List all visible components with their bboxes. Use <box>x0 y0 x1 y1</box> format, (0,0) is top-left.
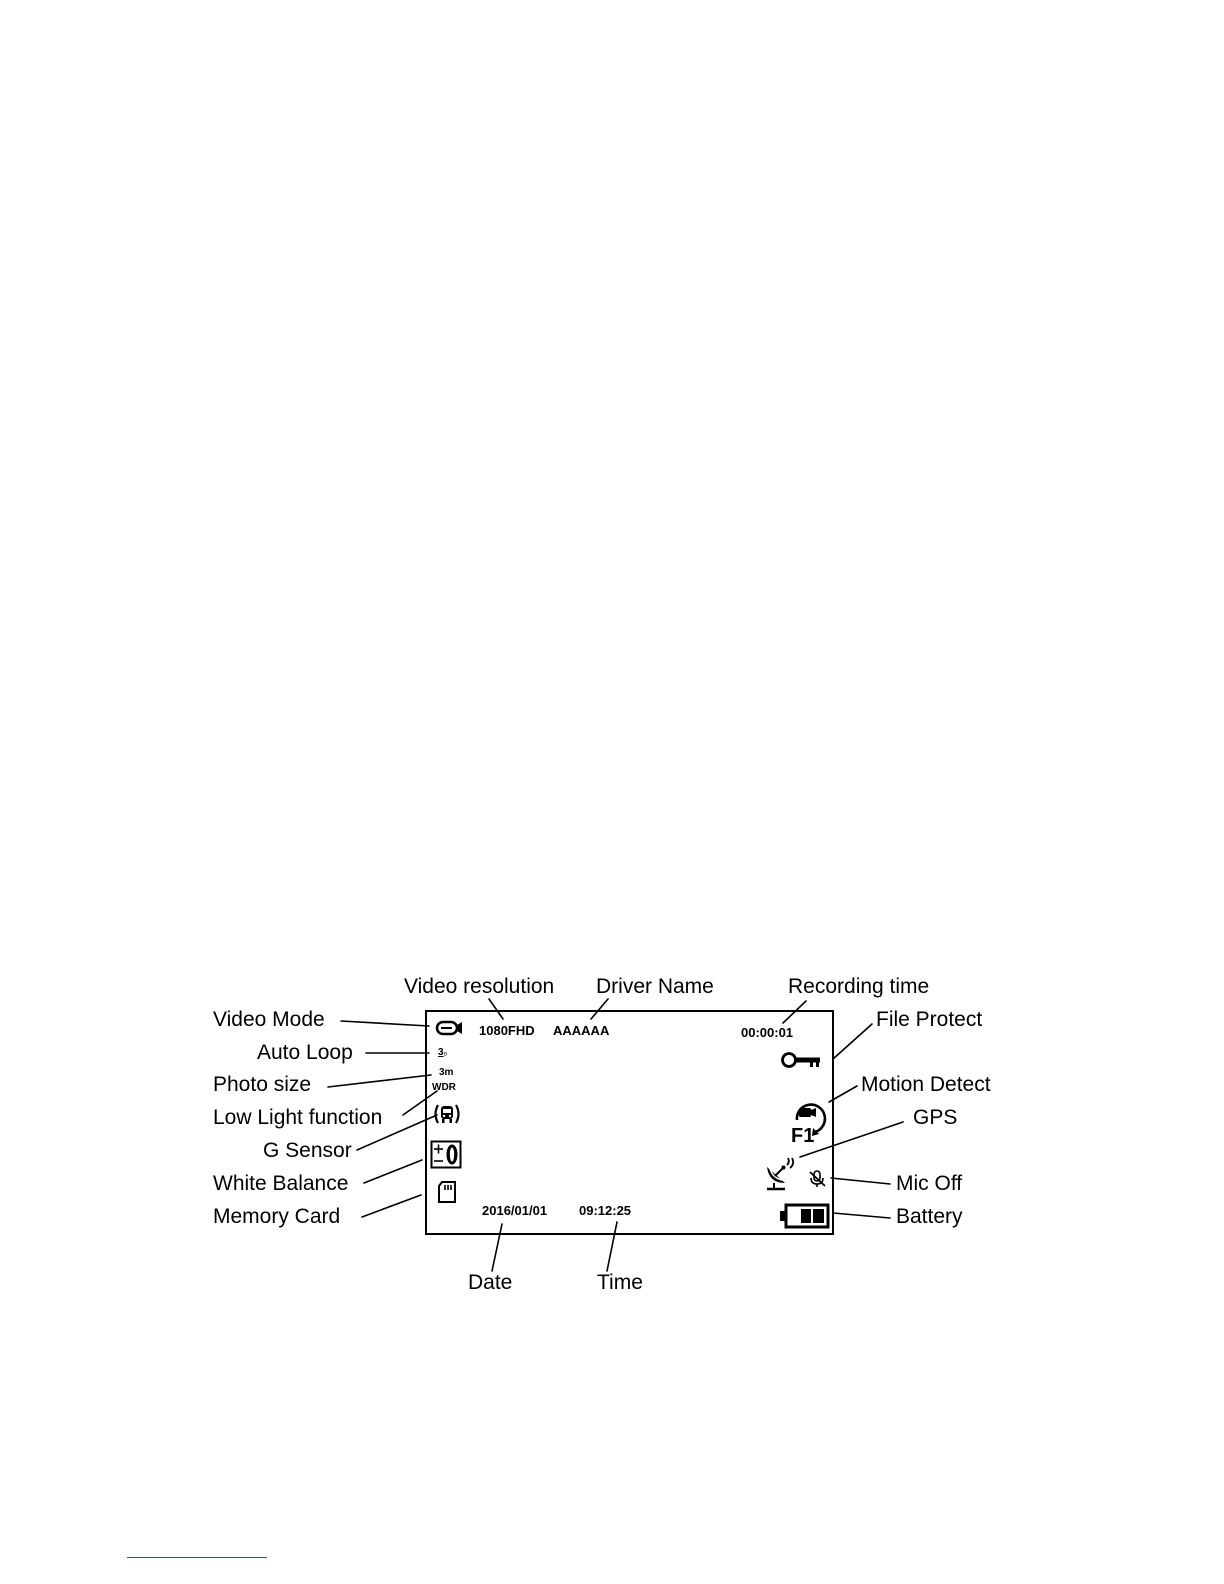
motion-detect-value: F1 <box>791 1125 815 1144</box>
label-low-light-function: Low Light function <box>213 1106 383 1129</box>
label-auto-loop: Auto Loop <box>257 1041 353 1064</box>
label-motion-detect: Motion Detect <box>861 1073 991 1096</box>
label-white-balance: White Balance <box>213 1172 349 1195</box>
label-video-mode: Video Mode <box>213 1008 325 1031</box>
label-date: Date <box>468 1271 513 1294</box>
leader-file-protect <box>833 1024 872 1059</box>
sd-card-icon <box>437 1180 457 1204</box>
label-recording-time: Recording time <box>788 975 930 998</box>
loop-icon: 3ₒ <box>438 1047 447 1058</box>
video-camera-icon <box>435 1019 463 1037</box>
resolution-value: 1080FHD <box>479 1023 535 1038</box>
leader-memory-card <box>362 1195 421 1217</box>
loop-value: 3 <box>438 1047 444 1058</box>
time-value: 09:12:25 <box>579 1203 632 1218</box>
label-memory-card: Memory Card <box>213 1205 341 1228</box>
label-g-sensor: G Sensor <box>263 1139 352 1162</box>
g-sensor-icon <box>432 1102 462 1126</box>
leader-mic-off <box>831 1178 890 1184</box>
key-icon <box>781 1050 821 1070</box>
driver-name-value: AAAAAA <box>553 1023 610 1038</box>
leader-photo-size <box>328 1075 431 1087</box>
label-file-protect: File Protect <box>876 1008 983 1031</box>
low-light-value: WDR <box>432 1082 456 1093</box>
leader-battery <box>833 1213 890 1218</box>
battery-icon <box>780 1203 830 1229</box>
label-mic-off: Mic Off <box>896 1172 963 1195</box>
photo-size-value: 3m <box>439 1067 454 1078</box>
dashcam-screen <box>425 1010 834 1235</box>
label-video-resolution: Video resolution <box>404 975 555 998</box>
leader-video-mode <box>341 1021 429 1026</box>
recording-time-value: 00:00:01 <box>741 1025 794 1040</box>
footnote-rule <box>127 1557 267 1558</box>
satellite-dish-icon <box>763 1157 799 1191</box>
label-driver-name: Driver Name <box>596 975 714 998</box>
label-gps: GPS <box>913 1106 958 1129</box>
motion-detect-icon <box>789 1100 827 1144</box>
label-time: Time <box>597 1271 643 1294</box>
date-value: 2016/01/01 <box>482 1203 548 1218</box>
leader-white-balance <box>364 1160 422 1183</box>
mic-off-icon <box>808 1169 828 1189</box>
label-battery: Battery <box>896 1205 963 1228</box>
exposure-icon <box>430 1140 462 1169</box>
label-photo-size: Photo size <box>213 1073 312 1096</box>
